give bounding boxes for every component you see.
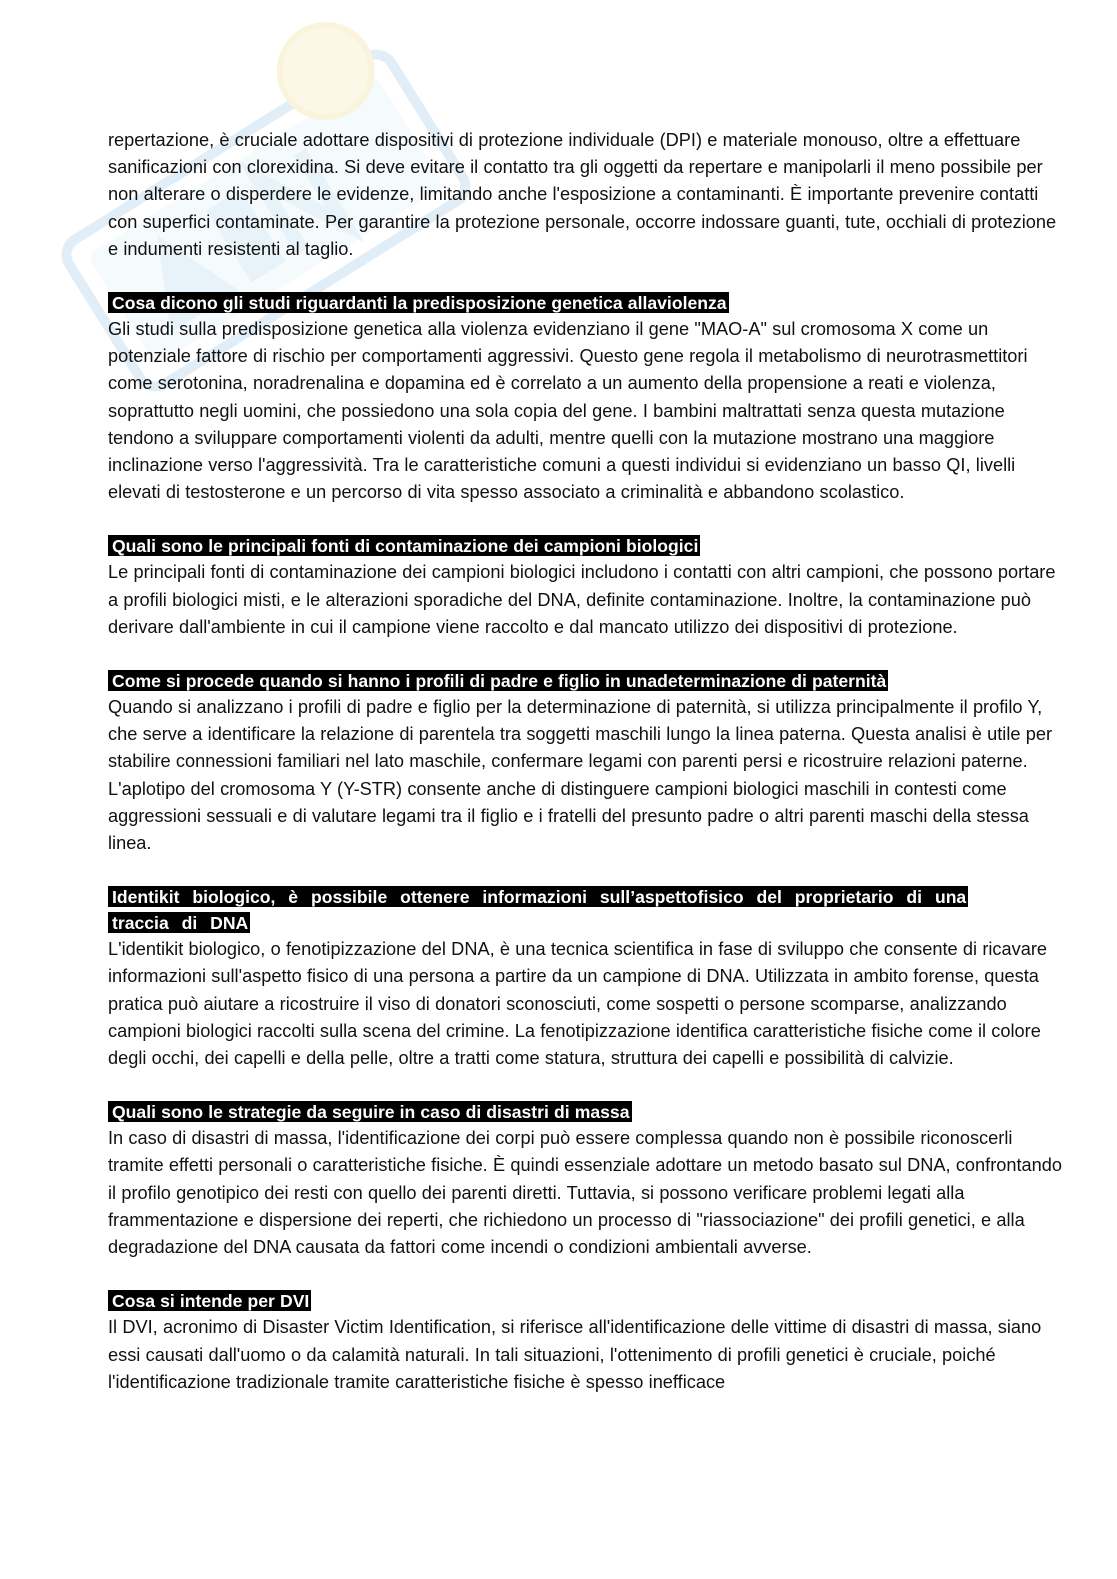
section-paternity (108, 668, 1068, 857)
section-contamination-sources (108, 533, 1068, 641)
section-violence-genetics (108, 290, 1068, 506)
section-heading: Come si procede quando si hanno i profili di padre e figlio in unadeterminazione di paternità (108, 670, 888, 691)
section-body: In caso di disastri di massa, l'identificazione dei corpi può essere complessa quando non è possibile riconoscerli tramite effetti personali o caratteristiche fisiche. È quindi essenziale adottare un metodo basato sul DNA, confrontando il profilo genotipico dei resti con quello dei parenti diretti. Tuttavia, si possono verificare problemi legati alla frammentazione e dispersione dei reperti, che richiedono un processo di "riassociazione" dei profili genetici, e alla degradazione del DNA causata da fattori come incendi o condizioni ambientali avverse. (108, 1128, 1062, 1258)
section-body: L'identikit biologico, o fenotipizzazione del DNA, è una tecnica scientifica in fase di sviluppo che consente di ricavare informazioni sull'aspetto fisico di una persona a partire da un campione di DNA. Utilizzata in ambito forense, questa pratica può aiutare a ricostruire il viso di donatori sconosciuti, come sospetti o persone scomparse, analizzando campioni biologici raccolti sulla scena del crimine. La fenotipizzazione identifica caratteristiche fisiche come il colore degli occhi, dei capelli e della pelle, oltre a tratti come statura, struttura dei capelli e possibilità di calvizie. (108, 939, 1048, 1069)
section-body: Gli studi sulla predisposizione genetica alla violenza evidenziano il gene "MAO-A" sul cromosoma X come un potenziale fattore di rischio per comportamenti aggressivi. Questo gene regola il metabolismo di neurotrasmettitori come serotonina, noradrenalina e dopamina ed è correlato a un aumento della propensione a reati e violenza, soprattutto negli uomini, che possiedono una sola copia del gene. I bambini maltrattati senza questa mutazione tendono a sviluppare comportamenti violenti da adulti, mentre quelli con la mutazione mostrano una maggiore inclinazione verso l'aggressività. Tra le caratteristiche comuni a questi individui si evidenziano un basso QI, livelli elevati di testosterone e un percorso di vita spesso associato a criminalità e abbandono scolastico. (108, 319, 1028, 503)
document-content (108, 127, 1068, 1396)
section-heading: Quali sono le principali fonti di contaminazione dei campioni biologici (108, 535, 700, 556)
section-dvi (108, 1288, 1068, 1396)
section-biological-identikit (108, 884, 1068, 1072)
section-mass-disasters (108, 1099, 1068, 1261)
section-heading: Cosa dicono gli studi riguardanti la predisposizione genetica allaviolenza (108, 292, 729, 313)
intro-paragraph: repertazione, è cruciale adottare dispositivi di protezione individuale (DPI) e materiale monouso, oltre a effettuare sanificazioni con clorexidina. Si deve evitare il contatto tra gli oggetti da repertare e manipolarli il meno possibile per non alterare o disperdere le evidenze, limitando anche l'esposizione a contaminanti. È importante prevenire contatti con superfici contaminate. Per garantire la protezione personale, occorre indossare guanti, tute, occhiali di protezione e indumenti resistenti al taglio. (108, 130, 1057, 259)
section-body: Le principali fonti di contaminazione dei campioni biologici includono i contatti con altri campioni, che possono portare a profili biologici misti, e le alterazioni sporadiche del DNA, definite contaminazione. Inoltre, la contaminazione può derivare dall'ambiente in cui il campione viene raccolto e dal mancato utilizzo dei dispositivi di protezione. (108, 562, 1056, 637)
section-body: Il DVI, acronimo di Disaster Victim Identification, si riferisce all'identificazione delle vittime di disastri di massa, siano essi causati dall'uomo o da calamità naturali. In tali situazioni, l'ottenimento di profili genetici è cruciale, poiché l'identificazione tradizionale tramite caratteristiche fisiche è spesso inefficace (108, 1317, 1042, 1392)
section-body: Quando si analizzano i profili di padre e figlio per la determinazione di paternità, si utilizza principalmente il profilo Y, che serve a identificare la relazione di parentela tra soggetti maschili lungo la linea paterna. Questa analisi è utile per stabilire connessioni familiari nel lato maschile, confermare legami con parenti persi e ricostruire relazioni paterne. L'aplotipo del cromosoma Y (Y-STR) consente anche di distinguere campioni biologici maschili in contesti come aggressioni sessuali e di valutare legami tra il figlio e i fratelli del presunto padre o altri parenti maschi della stessa linea. (108, 697, 1053, 854)
section-heading: Identikit biologico, è possibile ottenere informazioni sull’aspettofisico del proprietario di una traccia di DNA (108, 886, 968, 933)
section-heading: Cosa si intende per DVI (108, 1290, 311, 1311)
section-heading: Quali sono le strategie da seguire in caso di disastri di massa (108, 1101, 632, 1122)
